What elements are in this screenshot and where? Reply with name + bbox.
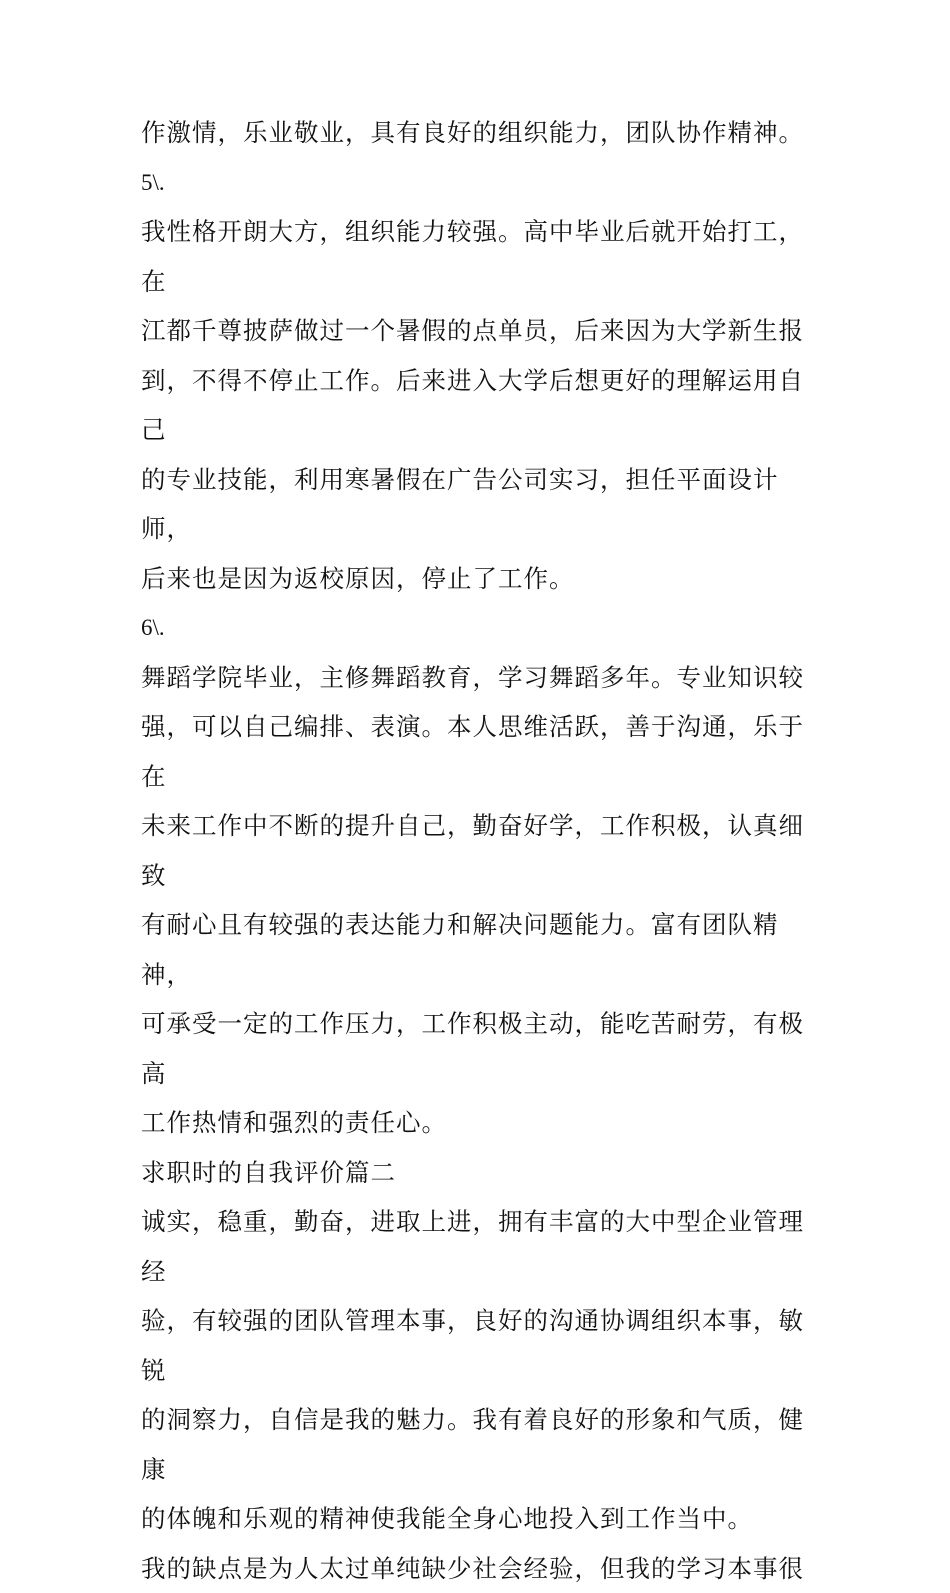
- paragraph-line: 的体魄和乐观的精神使我能全身心地投入到工作当中。: [141, 1494, 821, 1544]
- list-number-5: 5\.: [141, 158, 821, 208]
- paragraph-line: 强，可以自己编排、表演。本人思维活跃，善于沟通，乐于在: [141, 702, 821, 801]
- paragraph-line: 到，不得不停止工作。后来进入大学后想更好的理解运用自己: [141, 356, 821, 455]
- paragraph-line: 未来工作中不断的提升自己，勤奋好学，工作积极，认真细致: [141, 801, 821, 900]
- paragraph-line: 诚实，稳重，勤奋，进取上进，拥有丰富的大中型企业管理经: [141, 1197, 821, 1296]
- paragraph-line: 有耐心且有较强的表达能力和解决问题能力。富有团队精神，: [141, 900, 821, 999]
- paragraph-line: 舞蹈学院毕业，主修舞蹈教育，学习舞蹈多年。专业知识较: [141, 653, 821, 703]
- paragraph-line: 作激情，乐业敬业，具有良好的组织能力，团队协作精神。: [141, 108, 821, 158]
- paragraph-line: 江都千尊披萨做过一个暑假的点单员，后来因为大学新生报: [141, 306, 821, 356]
- document-body: [141, 108, 821, 1593]
- paragraph-line: 的专业技能，利用寒暑假在广告公司实习，担任平面设计师，: [141, 455, 821, 554]
- paragraph-line: 可承受一定的工作压力，工作积极主动，能吃苦耐劳，有极高: [141, 999, 821, 1098]
- paragraph-line: 工作热情和强烈的责任心。: [141, 1098, 821, 1148]
- paragraph-line: 验，有较强的团队管理本事，良好的沟通协调组织本事，敏锐: [141, 1296, 821, 1395]
- paragraph-line: 的洞察力，自信是我的魅力。我有着良好的形象和气质，健康: [141, 1395, 821, 1494]
- paragraph-line: 我性格开朗大方，组织能力较强。高中毕业后就开始打工，在: [141, 207, 821, 306]
- paragraph-line: 我的缺点是为人太过单纯缺少社会经验，但我的学习本事很: [141, 1544, 821, 1593]
- list-number-6: 6\.: [141, 603, 821, 653]
- paragraph-line: 后来也是因为返校原因，停止了工作。: [141, 554, 821, 604]
- section-heading: 求职时的自我评价篇二: [141, 1148, 821, 1198]
